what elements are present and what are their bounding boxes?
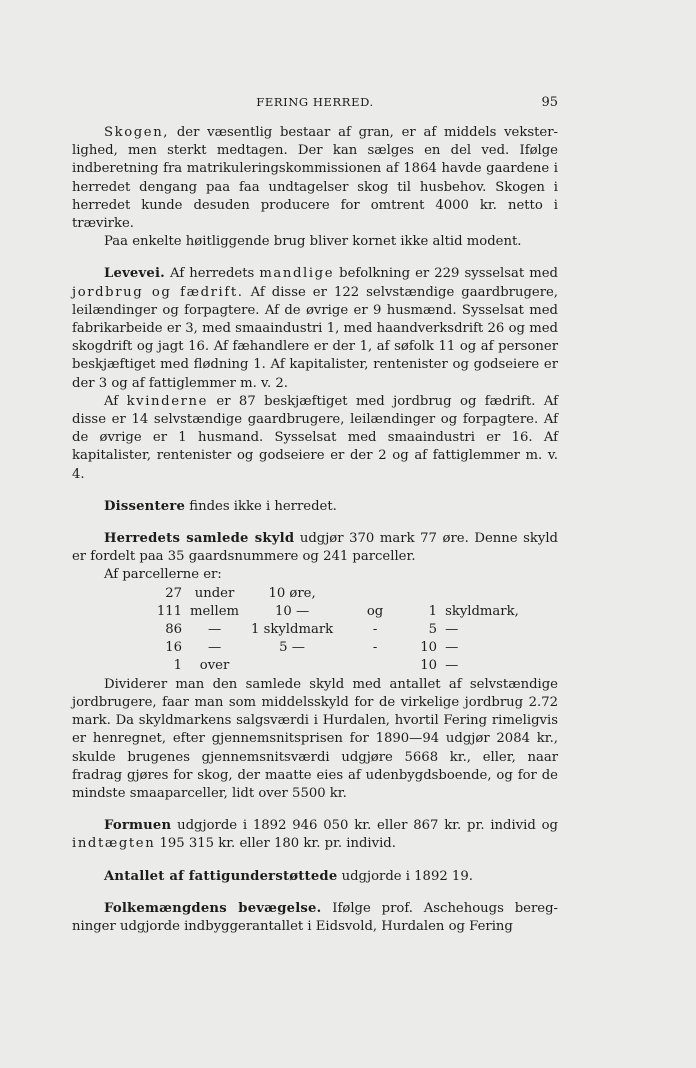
table-row: 27 under 10 øre, bbox=[165, 585, 316, 601]
header-title: FERING HERRED. bbox=[256, 95, 374, 109]
paragraph-modent: Paa enkelte høitliggende brug bliver kornet ikke altid modent. bbox=[104, 234, 522, 250]
lead-word: Skogen, bbox=[104, 125, 170, 140]
section-heading: Herredets samlede skyld bbox=[104, 531, 295, 547]
paragraph-dissentere: Dissentere findes ikke i herredet. bbox=[104, 498, 337, 514]
running-header bbox=[72, 95, 558, 113]
spaced-word: jordbrug og fædrift. bbox=[72, 284, 244, 300]
section-heading: Levevei. bbox=[104, 266, 165, 282]
section-heading: Antallet af fattigunderstøttede bbox=[104, 868, 338, 884]
paragraph-kvinderne: Af kvinderne er 87 beskjæftiget med jordbrug og fædrift. Af disse er 14 selvstændige gaardbrugere, leilændinger og forpagtere. Af de øvrige er 1 husmand. Sysselsat med smaaindustri er 16. Af kapitalister, rentenister og godseiere er der 2 og af fattiglemmer m. v. 4. bbox=[72, 393, 558, 482]
parcel-table bbox=[144, 585, 539, 676]
spaced-word: mandlige bbox=[259, 266, 335, 282]
spaced-word: indtægten bbox=[72, 836, 156, 852]
paragraph-skyld: Herredets samlede skyld udgjør 370 mark 77 øre. Denne skyld er fordelt paa 35 gaardsnummere og 241 parceller. bbox=[72, 531, 559, 565]
spaced-word: kvinderne bbox=[126, 393, 208, 409]
page-number: 95 bbox=[541, 95, 558, 110]
table-row: 86 — 1 skyldmark - 5 — bbox=[165, 622, 459, 638]
paragraph-formuen: Formuen udgjorde i 1892 946 050 kr. eller 867 kr. pr. individ og indtægten 195 315 kr. eller 180 kr. pr. individ. bbox=[72, 818, 558, 852]
table-row: 1 over 10 — bbox=[173, 658, 459, 674]
parcel-intro: Af parcellerne er: bbox=[104, 567, 222, 583]
section-heading: Folkemængdens bevægelse. bbox=[104, 900, 322, 916]
section-heading: Dissentere bbox=[104, 498, 186, 514]
paragraph-antallet: Antallet af fattigunderstøttede udgjorde i 1892 19. bbox=[104, 868, 473, 884]
paragraph-folkemaengdens: Folkemængdens bevægelse. Ifølge prof. Aschehougs beregninger udgjorde indbyggerantallet i Eidsvold, Hurdalen og Fering bbox=[72, 900, 558, 934]
paragraph-levevei: Levevei. Af herredets mandlige befolkning er 229 sysselsat med jordbrug og fædrift. Af disse er 122 selvstændige gaardbrugere, leilændinger og forpagtere. Af de øvrige er 9 husmænd. Sysselsat med fabrikarbeide er 3, med smaaindustri 1, med haandverksdrift 26 og med skogdrift og jagt 16. Af fæhandlere er der 1, af søfolk 11 og af personer beskjæftiget med flødning 1. Af kapitalister, rentenister og godseiere er der 3 og af fattiglemmer m. v. 2. bbox=[72, 266, 558, 391]
paragraph-skogen: Skogen, der væsentlig bestaar af gran, er af middels veksterlighed, men sterkt medtagen. Der kan sælges en del ved. Ifølge indberetning fra matrikuleringskommissionen af 1864 havde gaardene i herredet dengang paa faa undtagelser skog til husbehov. Skogen i herredet kunde desuden producere for omtrent 4000 kr. netto i trævirke. bbox=[72, 125, 558, 232]
table-row: 111 mellem 10 — og 1 skyldmark, bbox=[156, 603, 519, 619]
table-row: 16 — 5 — - 10 — bbox=[165, 640, 459, 656]
page-body bbox=[72, 124, 558, 936]
paragraph-middelsskyld: Dividerer man den samlede skyld med antallet af selvstændige jordbrugere, faar man som middelsskyld for de virkelige jordbrug 2.72 mark. Da skyldmarkens salgsværdi i Hurdalen, hvortil Fering rimeligvis er henregnet, efter gjennemsnitsprisen for 1890—94 udgjør 2084 kr., skulde brugenes gjennemsnitsværdi udgjøre 5668 kr., eller, naar fradrag gjøres for skog, der maatte eies af udenbygdsboende, og for de mindste smaaparceller, lidt over 5500 kr. bbox=[72, 676, 558, 801]
section-heading: Formuen bbox=[104, 818, 172, 834]
